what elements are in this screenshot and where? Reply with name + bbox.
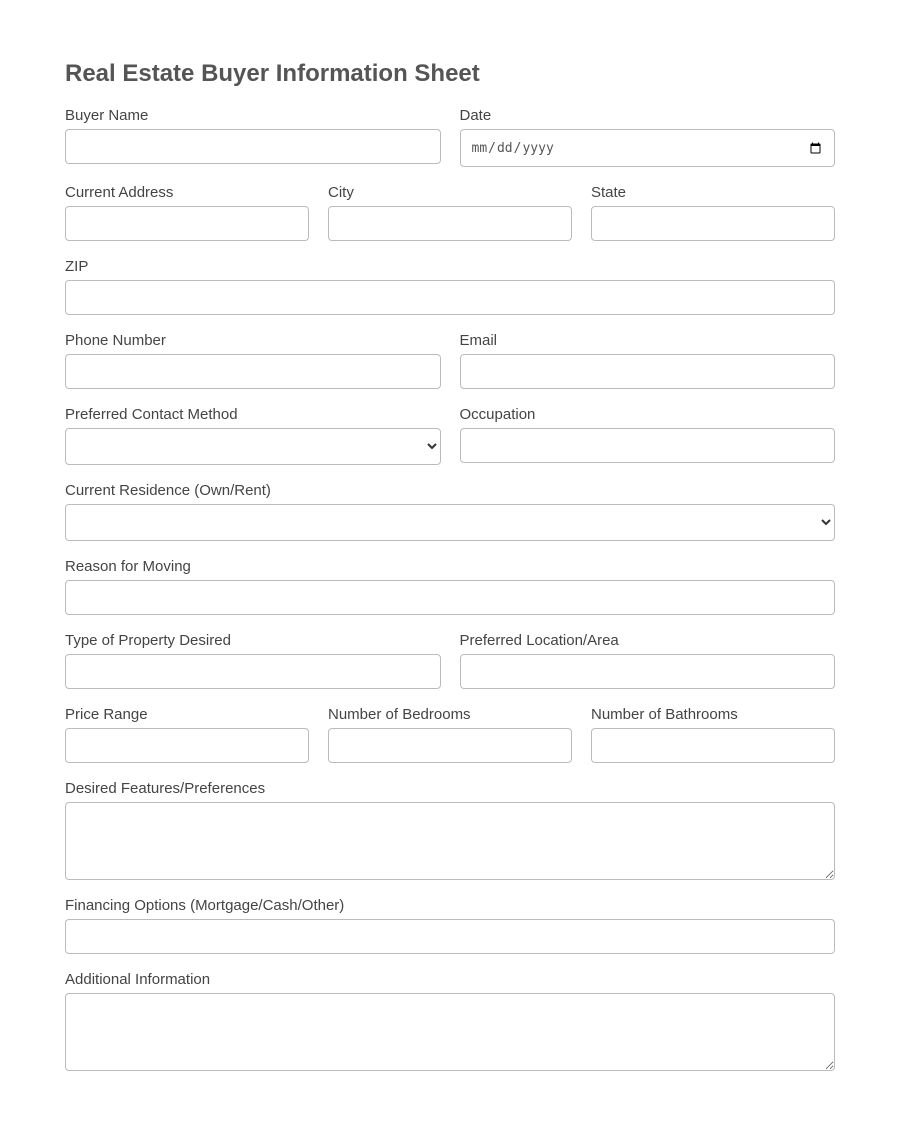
reason-label: Reason for Moving [65, 558, 191, 575]
property-type-label: Type of Property Desired [65, 632, 231, 649]
email-label: Email [459, 332, 498, 349]
financing-input[interactable] [65, 919, 835, 954]
state-label: State [591, 184, 627, 201]
location-input[interactable] [460, 654, 836, 689]
bedrooms-label: Number of Bedrooms [328, 706, 471, 723]
state-input[interactable] [591, 206, 835, 241]
price-input[interactable] [65, 728, 309, 763]
occupation-label: Occupation [459, 406, 536, 423]
property-type-input[interactable] [65, 654, 441, 689]
buyer-form [65, 107, 835, 1088]
reason-input[interactable] [65, 580, 835, 615]
current-address-label: Current Address [65, 184, 174, 201]
page-title: Real Estate Buyer Information Sheet [65, 60, 480, 87]
bathrooms-label: Number of Bathrooms [591, 706, 738, 723]
additional-label: Additional Information [65, 971, 211, 988]
buyer-name-label: Buyer Name [65, 107, 149, 124]
residence-label: Current Residence (Own/Rent) [65, 482, 271, 499]
occupation-input[interactable] [460, 428, 836, 463]
price-label: Price Range [65, 706, 148, 723]
city-label: City [328, 184, 354, 201]
phone-label: Phone Number [65, 332, 166, 349]
zip-input[interactable] [65, 280, 835, 315]
date-label: Date [459, 107, 492, 124]
residence-select[interactable] [65, 504, 835, 541]
financing-label: Financing Options (Mortgage/Cash/Other) [65, 897, 345, 914]
location-label: Preferred Location/Area [459, 632, 619, 649]
bathrooms-input[interactable] [591, 728, 835, 763]
buyer-name-input[interactable] [65, 129, 441, 164]
current-address-input[interactable] [65, 206, 309, 241]
phone-input[interactable] [65, 354, 441, 389]
bedrooms-input[interactable] [328, 728, 572, 763]
features-textarea[interactable] [65, 802, 835, 880]
date-input[interactable] [460, 129, 836, 167]
additional-textarea[interactable] [65, 993, 835, 1071]
zip-label: ZIP [65, 258, 89, 275]
email-input[interactable] [460, 354, 836, 389]
city-input[interactable] [328, 206, 572, 241]
contact-method-select[interactable] [65, 428, 441, 465]
contact-method-label: Preferred Contact Method [65, 406, 238, 423]
features-label: Desired Features/Preferences [65, 780, 266, 797]
